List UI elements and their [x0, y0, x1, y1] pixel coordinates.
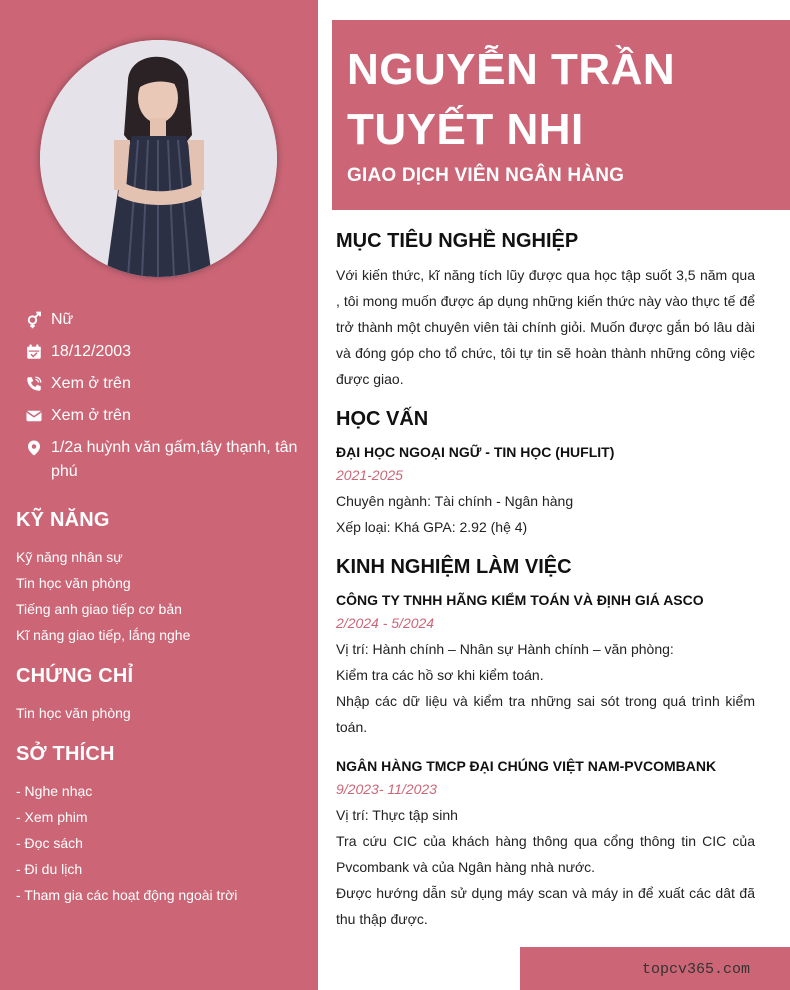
skill-item: Tin học văn phòng: [16, 575, 131, 591]
contact-gender: [24, 308, 304, 332]
phone-icon: [24, 372, 44, 396]
hobbies-heading: SỞ THÍCH: [16, 743, 115, 765]
education-section: [336, 404, 755, 540]
skill-item: Kĩ năng giao tiếp, lắng nghe: [16, 627, 191, 643]
email-icon: [24, 404, 44, 428]
job-period: 2/2024 - 5/2024: [336, 615, 435, 631]
job-company: NGÂN HÀNG TMCP ĐẠI CHÚNG VIỆT NAM-PVCOMBANK: [336, 758, 717, 774]
education-heading: HỌC VẤN: [336, 408, 429, 430]
email-text: Xem ở trên: [51, 407, 131, 424]
contact-address: [24, 436, 304, 484]
job-line: Tra cứu CIC của khách hàng thông qua cổng thông tin CIC của Pvcombank và của Ngân hàng nhà nước.: [336, 833, 755, 875]
job-title: GIAO DỊCH VIÊN NGÂN HÀNG: [347, 165, 625, 186]
watermark-site: topcv365.com: [641, 961, 750, 978]
job-entry: [336, 754, 755, 932]
skill-item: Kỹ năng nhân sự: [16, 549, 123, 565]
person-portrait-image: [40, 40, 277, 277]
job-line: Vị trí: Thực tập sinh: [336, 807, 458, 823]
skill-item: Tiếng anh giao tiếp cơ bản: [16, 601, 182, 617]
contact-birthday: [24, 340, 304, 364]
education-grade: Xếp loại: Khá GPA: 2.92 (hệ 4): [336, 519, 528, 535]
job-line: Kiểm tra các hồ sơ khi kiểm toán.: [336, 667, 544, 683]
hobby-item: - Nghe nhạc: [16, 783, 93, 799]
school-name: ĐẠI HỌC NGOẠI NGỮ - TIN HỌC (HUFLIT): [336, 444, 615, 460]
education-major: Chuyên ngành: Tài chính - Ngân hàng: [336, 493, 574, 509]
contact-phone: [24, 372, 304, 396]
location-pin-icon: [24, 436, 44, 460]
hobby-item: - Tham gia các hoạt động ngoài trời: [16, 887, 238, 903]
contact-email: [24, 404, 304, 428]
hobby-item: - Xem phim: [16, 809, 88, 825]
job-company: CÔNG TY TNHH HÃNG KIỂM TOÁN VÀ ĐỊNH GIÁ ASCO: [336, 592, 704, 608]
experience-heading: KINH NGHIỆM LÀM VIỆC: [336, 556, 572, 578]
job-entry: [336, 588, 755, 740]
sidebar-sections: [16, 506, 306, 922]
footer-watermark: [520, 947, 790, 990]
job-line: Được hướng dẫn sử dụng máy scan và máy in để xuất các dât đã thu thập được.: [336, 885, 755, 927]
contact-info: [24, 308, 304, 492]
skills-section: [16, 506, 306, 648]
phone-text: Xem ở trên: [51, 375, 131, 392]
address-text: 1/2a huỳnh văn gấm,tây thạnh, tân phú: [51, 439, 298, 480]
certificate-item: Tin học văn phòng: [16, 705, 131, 721]
certificates-heading: CHỨNG CHỈ: [16, 665, 134, 687]
calendar-icon: [24, 340, 44, 364]
hobby-item: - Đi du lịch: [16, 861, 83, 877]
objective-section: [336, 226, 755, 392]
profile-photo: [40, 40, 277, 277]
certificates-section: [16, 662, 306, 726]
objective-text: Với kiến thức, kĩ năng tích lũy được qua học tập suốt 3,5 năm qua , tôi mong muốn được áp dụng những kiến thức này vào thực tế để trở thành một chuyên viên tài chính giỏi. Muốn được gắn bó lâu dài và đóng góp cho tổ chức, tôi tự tin sẽ hoàn thành những công việc được giao.: [336, 267, 755, 387]
candidate-name: NGUYỄN TRẦN TUYẾT NHI: [347, 45, 676, 154]
main-content: [336, 226, 755, 944]
gender-icon: [24, 308, 44, 332]
skills-heading: KỸ NĂNG: [16, 509, 110, 531]
gender-text: Nữ: [51, 311, 74, 328]
job-line: Vị trí: Hành chính – Nhân sự Hành chính – văn phòng:: [336, 641, 674, 657]
sidebar: [0, 0, 318, 990]
hobbies-section: [16, 740, 306, 908]
objective-heading: MỤC TIÊU NGHỀ NGHIỆP: [336, 230, 579, 252]
education-period: 2021-2025: [336, 467, 403, 483]
job-line: Nhập các dữ liệu và kiểm tra những sai sót trong quá trình kiểm toán.: [336, 693, 755, 735]
birthday-text: 18/12/2003: [51, 343, 132, 360]
job-period: 9/2023- 11/2023: [336, 781, 437, 797]
experience-section: [336, 552, 755, 932]
hobby-item: - Đọc sách: [16, 835, 83, 851]
name-header: [332, 20, 790, 210]
